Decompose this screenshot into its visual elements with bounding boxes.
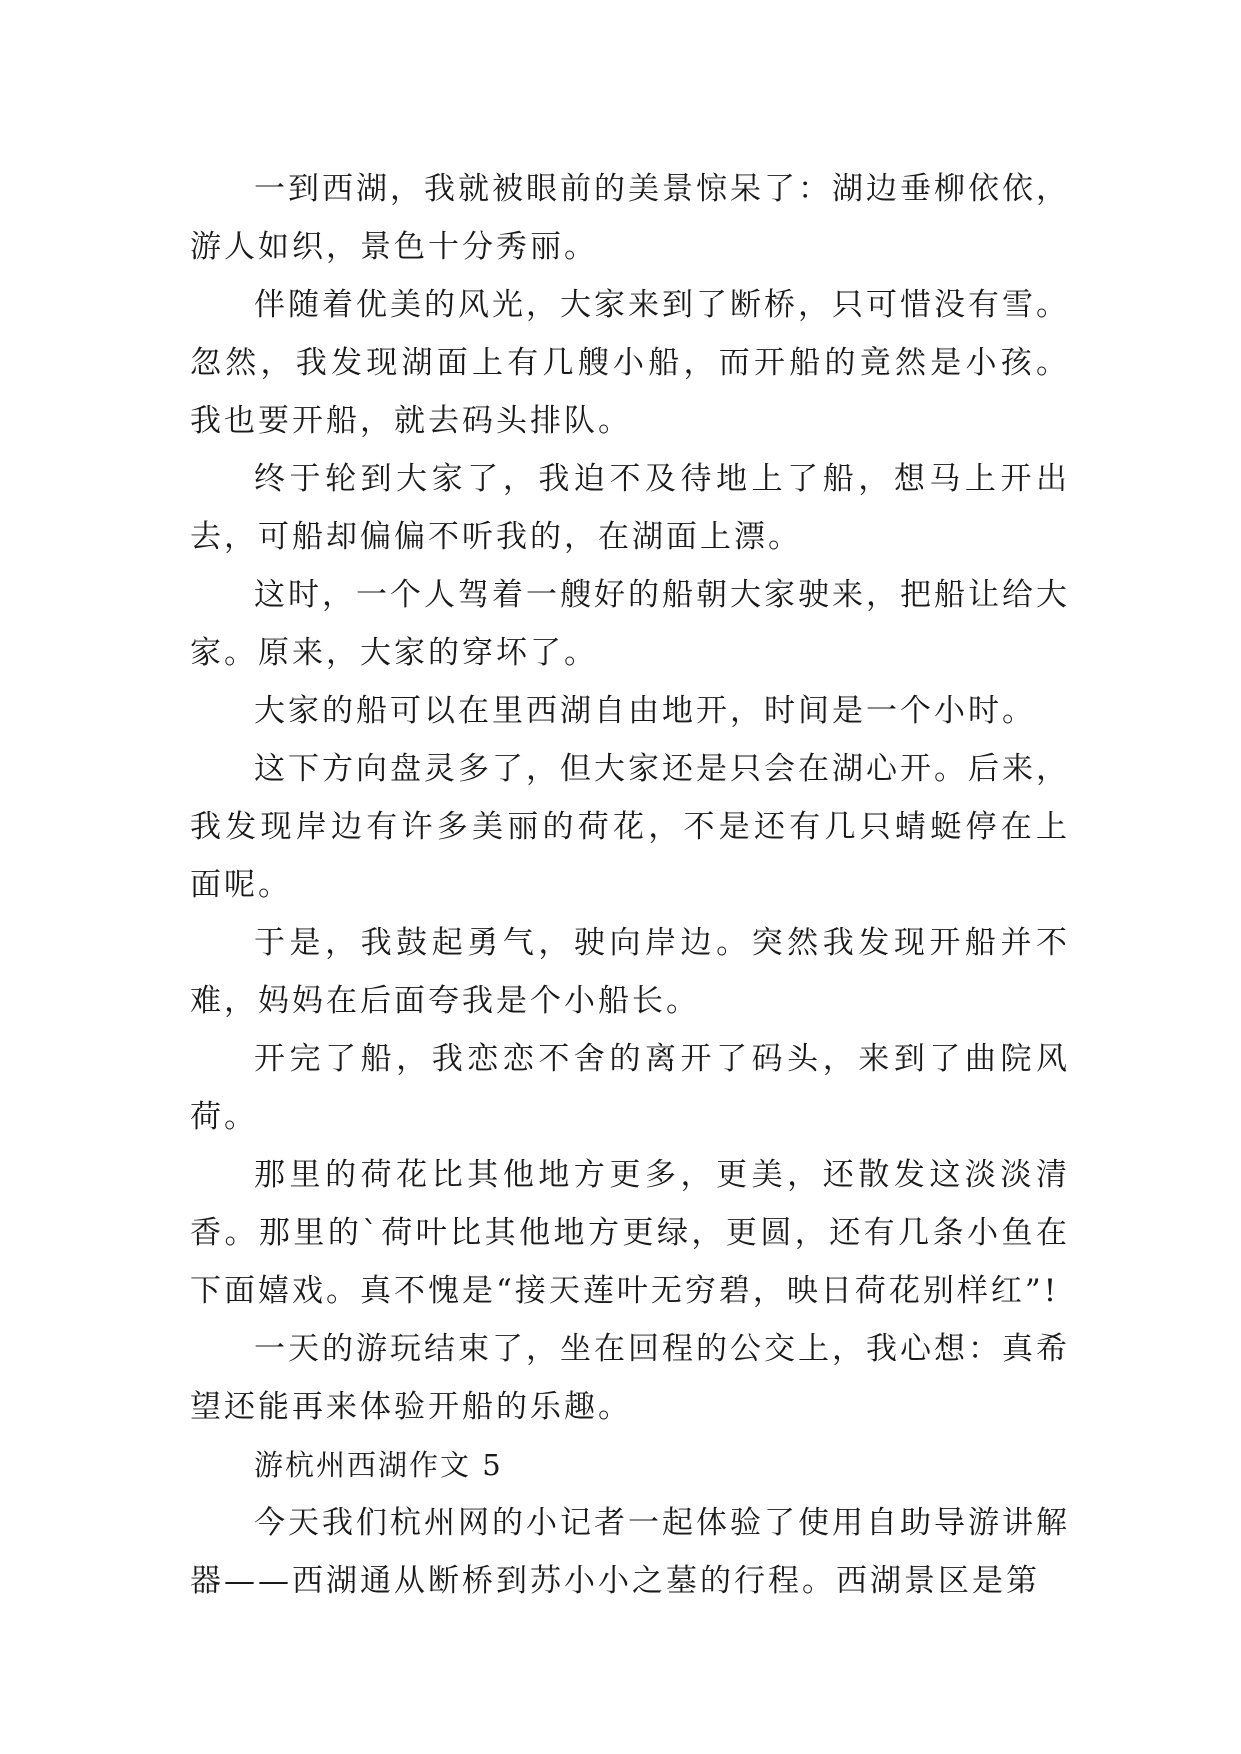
paragraph-5: 大家的船可以在里西湖自由地开，时间是一个小时。	[254, 693, 1036, 729]
paragraph-3: 终于轮到大家了，我迫不及待地上了船，想马上开出去，可船却偏偏不听我的，在湖面上漂。	[190, 461, 1070, 555]
paragraph-1: 一到西湖，我就被眼前的美景惊呆了：湖边垂柳依依，游人如织，景色十分秀丽。	[190, 171, 1070, 265]
section-title: 游杭州西湖作文 5	[254, 1448, 503, 1482]
document-body	[190, 160, 1070, 1610]
paragraph-8: 开完了船，我恋恋不舍的离开了码头，来到了曲院风荷。	[190, 1041, 1070, 1135]
paragraph-6: 这下方向盘灵多了，但大家还是只会在湖心开。后来，我发现岸边有许多美丽的荷花，不是还有几只蜻蜓停在上面呢。	[190, 751, 1070, 903]
paragraph-9: 那里的荷花比其他地方更多，更美，还散发这淡淡清香。那里的`荷叶比其他地方更绿，更圆，还有几条小鱼在下面嬉戏。真不愧是“接天莲叶无穷碧，映日荷花别样红”!	[190, 1157, 1070, 1309]
paragraph-4: 这时，一个人驾着一艘好的船朝大家驶来，把船让给大家。原来，大家的穿坏了。	[190, 577, 1070, 671]
paragraph-next: 今天我们杭州网的小记者一起体验了使用自助导游讲解器——西湖通从断桥到苏小小之墓的行程。西湖景区是第	[190, 1505, 1070, 1599]
paragraph-10: 一天的游玩结束了，坐在回程的公交上，我心想：真希望还能再来体验开船的乐趣。	[190, 1331, 1070, 1425]
paragraph-2: 伴随着优美的风光，大家来到了断桥，只可惜没有雪。忽然，我发现湖面上有几艘小船，而开船的竟然是小孩。我也要开船，就去码头排队。	[190, 287, 1070, 439]
paragraph-7: 于是，我鼓起勇气，驶向岸边。突然我发现开船并不难，妈妈在后面夸我是个小船长。	[190, 925, 1070, 1019]
